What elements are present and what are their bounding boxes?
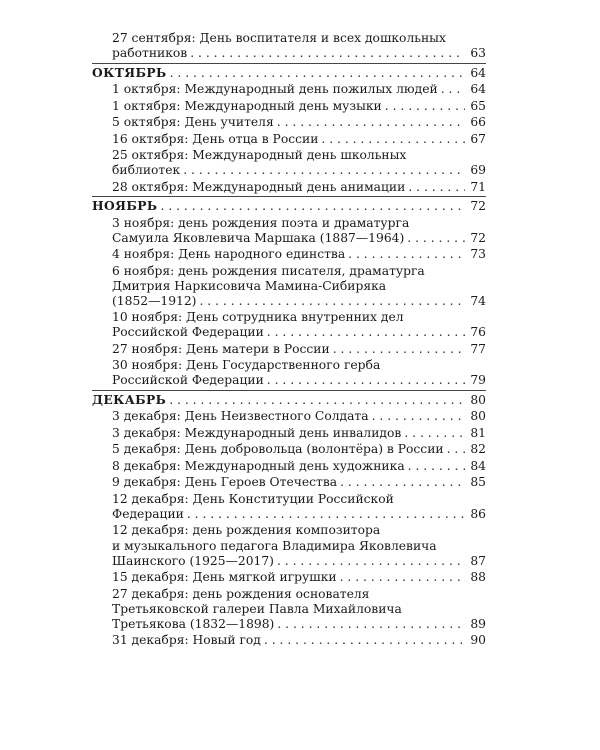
dot-leader bbox=[348, 247, 465, 262]
dot-leader bbox=[321, 132, 465, 147]
toc-entry-title-line: 5 октября: День учителя bbox=[112, 115, 274, 130]
toc-page-number: 82 bbox=[470, 442, 486, 457]
toc-entry[interactable] bbox=[92, 523, 486, 568]
toc-entry-title-line: 10 ноября: День сотрудника внутренних дел bbox=[112, 310, 404, 325]
dot-leader bbox=[372, 409, 465, 424]
toc-entry[interactable] bbox=[92, 180, 486, 195]
toc-entry[interactable] bbox=[92, 247, 486, 262]
toc-entry-title-line: Самуила Яковлевича Маршака (1887—1964) bbox=[112, 230, 405, 245]
toc-page-number: 72 bbox=[470, 230, 486, 245]
toc-entry[interactable] bbox=[92, 475, 486, 490]
toc-page-number: 65 bbox=[470, 98, 486, 113]
dot-leader bbox=[408, 459, 465, 474]
toc-entry-title-line: 28 октября: Международный день анимации bbox=[112, 179, 406, 194]
dot-leader bbox=[340, 570, 465, 585]
toc-entry[interactable] bbox=[92, 310, 486, 340]
toc-page-number: 66 bbox=[470, 115, 486, 130]
dot-leader bbox=[199, 294, 465, 309]
toc-entry-title-line: 9 декабря: День Героев Отечества bbox=[112, 475, 338, 490]
toc-entry[interactable] bbox=[92, 358, 486, 388]
toc-entry-title-line: 3 ноября: день рождения поэта и драматурга bbox=[112, 215, 410, 230]
dot-leader bbox=[404, 426, 465, 441]
toc-page-number: 72 bbox=[470, 199, 486, 214]
toc-entry-title-line: НОЯБРЬ bbox=[92, 198, 158, 214]
section-divider bbox=[92, 390, 486, 391]
toc-entry-title-line: Российской Федерации bbox=[112, 325, 264, 340]
toc-entry[interactable] bbox=[92, 442, 486, 457]
dot-leader bbox=[277, 617, 465, 632]
toc-page-number: 64 bbox=[470, 65, 486, 80]
toc-entry-title-line: 3 декабря: День Неизвестного Солдата bbox=[112, 409, 369, 424]
toc-entry-title-line: ОКТЯБРЬ bbox=[92, 64, 167, 80]
dot-leader bbox=[267, 325, 465, 340]
toc-entry-title-line: 25 октября: Международный день школьных bbox=[112, 148, 407, 162]
toc-page-number: 79 bbox=[470, 373, 486, 388]
toc-page-number: 87 bbox=[470, 553, 486, 568]
toc-section-heading[interactable] bbox=[92, 65, 486, 81]
toc-entry[interactable] bbox=[92, 409, 486, 424]
dot-leader bbox=[170, 66, 465, 81]
toc-entry-title-line: 8 декабря: Международный день художника bbox=[112, 458, 405, 473]
table-of-contents bbox=[92, 31, 486, 650]
toc-entry[interactable] bbox=[92, 426, 486, 441]
dot-leader bbox=[190, 46, 465, 61]
toc-entry[interactable] bbox=[92, 459, 486, 474]
toc-entry-title-line: (1852—1912) bbox=[112, 293, 197, 308]
toc-entry-title-line: 3 декабря: Международный день инвалидов bbox=[112, 425, 402, 440]
dot-leader bbox=[277, 554, 465, 569]
toc-entry-title-line: Третьяковской галереи Павла Михайловича bbox=[112, 601, 402, 616]
dot-leader bbox=[267, 373, 465, 388]
toc-entry-title-line: Третьякова (1832—1898) bbox=[112, 616, 275, 631]
dot-leader bbox=[407, 231, 465, 246]
dot-leader bbox=[447, 442, 465, 457]
toc-entry[interactable] bbox=[92, 587, 486, 632]
toc-entry-title-line: Дмитрия Наркисовича Мамина-Сибиряка bbox=[112, 278, 387, 293]
toc-page-number: 76 bbox=[470, 325, 486, 340]
toc-entry-title-line: 16 октября: День отца в России bbox=[112, 131, 319, 146]
toc-entry-title-line: Федерации bbox=[112, 506, 184, 521]
toc-page-number: 80 bbox=[470, 392, 486, 407]
toc-entry-title-line: 27 декабря: день рождения основателя bbox=[112, 586, 370, 601]
dot-leader bbox=[408, 180, 465, 195]
toc-entry-title-line: 27 ноября: День матери в России bbox=[112, 341, 330, 356]
toc-page-number: 90 bbox=[470, 633, 486, 648]
toc-page-number: 86 bbox=[470, 506, 486, 521]
toc-page-number: 85 bbox=[470, 475, 486, 490]
toc-entry[interactable] bbox=[92, 148, 486, 178]
toc-entry-title-line: ДЕКАБРЬ bbox=[92, 391, 167, 407]
dot-leader bbox=[441, 82, 465, 97]
toc-page-number: 67 bbox=[470, 131, 486, 146]
dot-leader bbox=[183, 163, 465, 178]
toc-entry-title-line: 12 декабря: день рождения композитора bbox=[112, 523, 381, 538]
dot-leader bbox=[340, 475, 465, 490]
toc-entry-title-line: 6 ноября: день рождения писателя, драматурга bbox=[112, 263, 425, 278]
dot-leader bbox=[333, 342, 465, 357]
toc-entry[interactable] bbox=[92, 115, 486, 130]
toc-entry[interactable] bbox=[92, 633, 486, 648]
dot-leader bbox=[187, 507, 465, 522]
toc-entry-title-line: Российской Федерации bbox=[112, 373, 264, 388]
toc-entry[interactable] bbox=[92, 264, 486, 309]
toc-page-number: 69 bbox=[470, 163, 486, 178]
dot-leader bbox=[160, 199, 465, 214]
toc-entry-title-line: работников bbox=[112, 46, 188, 61]
dot-leader bbox=[169, 393, 465, 408]
toc-entry[interactable] bbox=[92, 342, 486, 357]
toc-section-heading[interactable] bbox=[92, 198, 486, 214]
toc-entry-title-line: 1 октября: Международный день музыки bbox=[112, 98, 382, 113]
toc-entry-title-line: и музыкального педагога Владимира Яковлевича bbox=[112, 538, 437, 553]
toc-page-number: 77 bbox=[470, 341, 486, 356]
toc-entry-title-line: 30 ноября: День Государственного герба bbox=[112, 358, 381, 373]
toc-entry[interactable] bbox=[92, 132, 486, 147]
toc-entry[interactable] bbox=[92, 31, 486, 61]
toc-entry-title-line: Шаинского (1925—2017) bbox=[112, 553, 274, 568]
section-divider bbox=[92, 196, 486, 197]
dot-leader bbox=[385, 99, 465, 114]
dot-leader bbox=[264, 633, 465, 648]
toc-entry-title-line: 15 декабря: День мягкой игрушки bbox=[112, 570, 337, 585]
dot-leader bbox=[277, 115, 465, 130]
toc-entry[interactable] bbox=[92, 99, 486, 114]
toc-page-number: 71 bbox=[470, 179, 486, 194]
toc-entry[interactable] bbox=[92, 492, 486, 522]
toc-entry[interactable] bbox=[92, 82, 486, 97]
toc-page-number: 80 bbox=[470, 409, 486, 424]
toc-page-number: 84 bbox=[470, 458, 486, 473]
section-divider bbox=[92, 63, 486, 64]
toc-entry-title-line: библиотек bbox=[112, 163, 181, 178]
toc-entry-title-line: 5 декабря: День добровольца (волонтёра) в России bbox=[112, 442, 444, 457]
toc-page-number: 88 bbox=[470, 570, 486, 585]
toc-page-number: 73 bbox=[470, 247, 486, 262]
toc-page-number: 89 bbox=[470, 616, 486, 631]
toc-entry-title-line: 1 октября: Международный день пожилых людей bbox=[112, 82, 438, 97]
toc-page-number: 74 bbox=[470, 293, 486, 308]
toc-page-number: 81 bbox=[470, 425, 486, 440]
toc-entry[interactable] bbox=[92, 570, 486, 585]
toc-section-heading[interactable] bbox=[92, 392, 486, 408]
toc-entry-title-line: 12 декабря: День Конституции Российской bbox=[112, 491, 394, 506]
toc-page-number: 63 bbox=[470, 46, 486, 61]
toc-entry[interactable] bbox=[92, 216, 486, 246]
toc-entry-title-line: 31 декабря: Новый год bbox=[112, 633, 261, 648]
toc-entry-title-line: 27 сентября: День воспитателя и всех дошкольных bbox=[112, 31, 446, 45]
toc-page-number: 64 bbox=[470, 82, 486, 97]
toc-entry-title-line: 4 ноября: День народного единства bbox=[112, 247, 346, 262]
